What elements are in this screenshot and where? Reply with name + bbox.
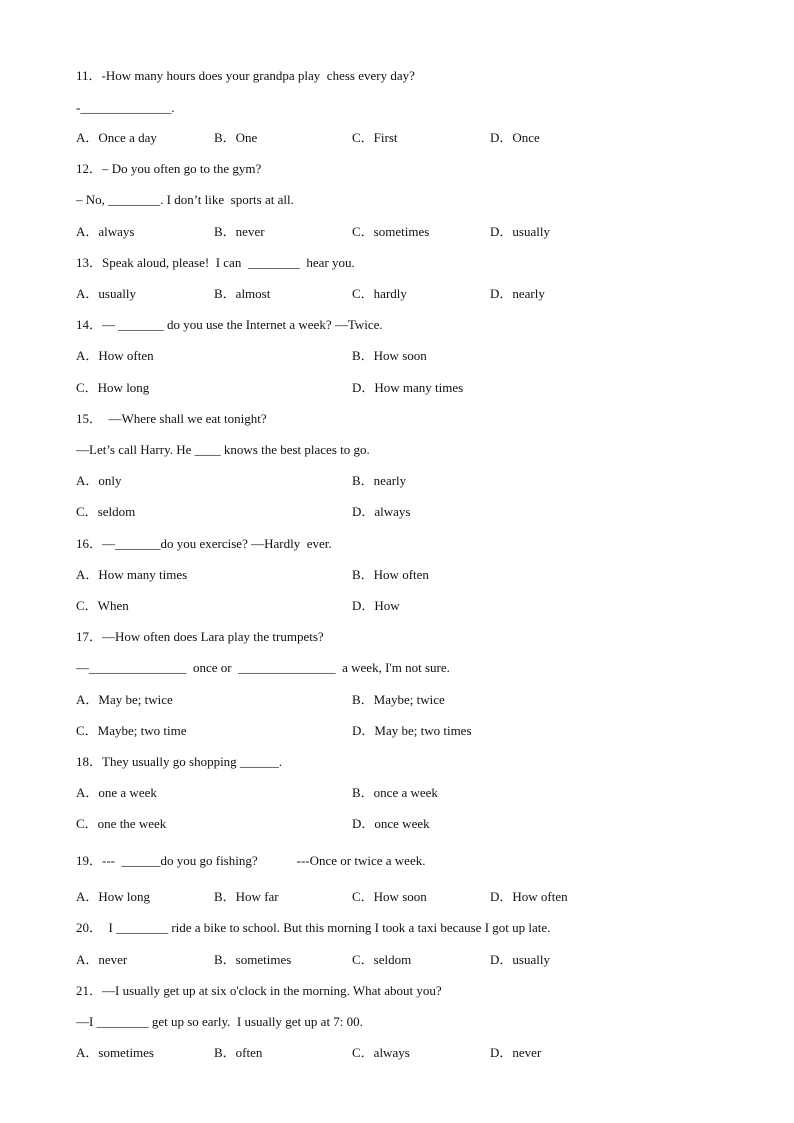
question-11-stem: 11．-How many hours does your grandpa play chess every day?	[76, 68, 415, 83]
question-18-stem: 18．They usually go shopping ______.	[76, 754, 283, 769]
question-18-option-a: A．one a week	[76, 785, 157, 800]
question-19-option-c: C．How soon	[352, 889, 427, 904]
question-13-option-d: D．nearly	[490, 286, 545, 301]
question-19-option-b: B．How far	[214, 889, 279, 904]
question-11-option-b: B．One	[214, 130, 258, 145]
question-21-option-a: A．sometimes	[76, 1045, 154, 1060]
question-17-answer-line: —_______________ once or _______________ a week, I'm not sure.	[76, 660, 450, 675]
question-14-option-b: B．How soon	[352, 348, 427, 363]
question-12-option-a: A．always	[76, 224, 135, 239]
question-20-option-a: A．never	[76, 952, 128, 967]
question-16-option-c: C．When	[76, 598, 129, 613]
question-15-option-b: B．nearly	[352, 473, 407, 488]
question-15-option-d: D．always	[352, 504, 411, 519]
question-20-option-c: C．seldom	[352, 952, 412, 967]
question-13-option-b: B．almost	[214, 286, 271, 301]
question-20-stem: 20． I ________ ride a bike to school. But this morning I took a taxi because I got up late.	[76, 920, 551, 935]
question-18-option-b: B．once a week	[352, 785, 438, 800]
question-21-option-d: D．never	[490, 1045, 542, 1060]
question-12-option-c: C．sometimes	[352, 224, 430, 239]
question-16-option-b: B．How often	[352, 567, 429, 582]
question-14-option-a: A．How often	[76, 348, 154, 363]
question-11-option-d: D．Once	[490, 130, 540, 145]
question-17-option-b: B．Maybe; twice	[352, 692, 445, 707]
question-12-option-b: B．never	[214, 224, 265, 239]
question-12-option-d: D．usually	[490, 224, 550, 239]
question-19-stem: 19．--- ______do you go fishing? ---Once or twice a week.	[76, 853, 426, 868]
question-21-option-b: B．often	[214, 1045, 263, 1060]
question-21-stem: 21．—I usually get up at six o'clock in the morning. What about you?	[76, 983, 442, 998]
question-14-option-d: D．How many times	[352, 380, 464, 395]
question-17-option-c: C．Maybe; two time	[76, 723, 187, 738]
question-21-option-c: C．always	[352, 1045, 410, 1060]
question-18-option-c: C．one the week	[76, 816, 167, 831]
question-15-answer-line: —Let’s call Harry. He ____ knows the best places to go.	[76, 442, 370, 457]
question-11-option-a: A．Once a day	[76, 130, 157, 145]
question-17-option-d: D．May be; two times	[352, 723, 472, 738]
question-19-option-a: A．How long	[76, 889, 151, 904]
question-13-option-a: A．usually	[76, 286, 136, 301]
question-14-stem: 14．— _______ do you use the Internet a week? —Twice.	[76, 317, 383, 332]
question-16-option-a: A．How many times	[76, 567, 188, 582]
question-13-option-c: C．hardly	[352, 286, 407, 301]
question-15-option-a: A．only	[76, 473, 122, 488]
question-16-option-d: D．How	[352, 598, 400, 613]
question-21-answer-line: —I ________ get up so early. I usually get up at 7: 00.	[76, 1014, 363, 1029]
question-20-option-b: B．sometimes	[214, 952, 292, 967]
question-11-answer-line: -______________.	[76, 100, 175, 115]
question-12-answer-line: – No, ________. I don’t like sports at all.	[76, 192, 294, 207]
question-15-stem: 15． —Where shall we eat tonight?	[76, 411, 267, 426]
question-19-option-d: D．How often	[490, 889, 568, 904]
question-20-option-d: D．usually	[490, 952, 550, 967]
question-13-stem: 13．Speak aloud, please! I can ________ hear you.	[76, 255, 355, 270]
question-11-option-c: C．First	[352, 130, 398, 145]
question-16-stem: 16．—_______do you exercise? —Hardly ever.	[76, 536, 332, 551]
question-18-option-d: D．once week	[352, 816, 430, 831]
question-17-stem: 17．—How often does Lara play the trumpets?	[76, 629, 324, 644]
question-14-option-c: C．How long	[76, 380, 150, 395]
question-12-stem: 12．– Do you often go to the gym?	[76, 161, 262, 176]
question-15-option-c: C．seldom	[76, 504, 136, 519]
question-17-option-a: A．May be; twice	[76, 692, 173, 707]
